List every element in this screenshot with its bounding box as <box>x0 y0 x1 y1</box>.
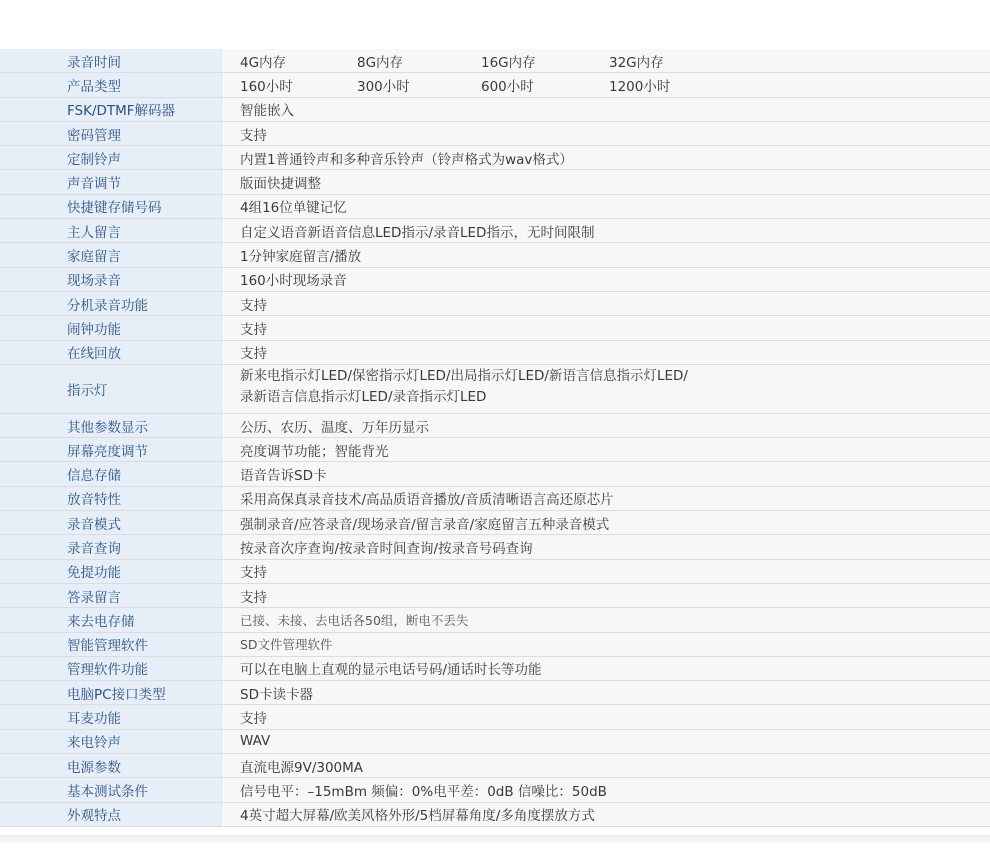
bottom-shadow <box>0 835 990 845</box>
row-value <box>224 73 990 96</box>
row-value: 4英寸超大屏幕/欧美风格外形/5档屏幕角度/多角度摆放方式 <box>240 808 595 825</box>
row-label: 录音时间 <box>0 49 224 72</box>
table-row <box>0 535 990 559</box>
table-row <box>0 316 990 340</box>
row-label: 声音调节 <box>0 170 224 193</box>
row-value: SD卡读卡器 <box>240 686 313 703</box>
table-row <box>0 195 990 219</box>
row-label: 家庭留言 <box>0 243 224 266</box>
row-value: 1分钟家庭留言/播放 <box>240 249 362 266</box>
row-label: 电源参数 <box>0 754 224 777</box>
row-label: 放音特性 <box>0 487 224 510</box>
table-row <box>0 487 990 511</box>
row-label: 管理软件功能 <box>0 657 224 680</box>
row-label: 来电铃声 <box>0 730 224 753</box>
table-row <box>0 633 990 657</box>
table-row <box>0 122 990 146</box>
row-value: 160小时现场录音 <box>240 273 347 290</box>
cell: 300小时 <box>357 78 410 95</box>
row-value: 直流电源9V/300MA <box>240 759 364 776</box>
table-row <box>0 462 990 486</box>
cell: 1200小时 <box>609 78 671 95</box>
row-value: 4组16位单键记忆 <box>240 200 347 217</box>
table-row <box>0 49 990 73</box>
cell: 16G内存 <box>481 54 536 71</box>
row-label: 产品类型 <box>0 73 224 96</box>
row-label: 定制铃声 <box>0 146 224 169</box>
spec-table <box>0 49 990 827</box>
table-row <box>0 560 990 584</box>
row-label: 指示灯 <box>0 365 224 413</box>
row-label: 密码管理 <box>0 122 224 145</box>
cell: 8G内存 <box>357 54 404 71</box>
row-label: 信息存储 <box>0 462 224 485</box>
row-label: 来去电存储 <box>0 608 224 631</box>
row-value: SD文件管理软件 <box>240 637 333 653</box>
row-value: 支持 <box>240 127 267 144</box>
row-value: 已接、未接、去电话各50组，断电不丢失 <box>240 612 469 628</box>
row-value: 公历、农历、温度、万年历显示 <box>240 419 429 436</box>
row-label: 主人留言 <box>0 219 224 242</box>
row-label: 现场录音 <box>0 268 224 291</box>
table-row <box>0 98 990 122</box>
row-value: 内置1普通铃声和多种音乐铃声（铃声格式为wav格式） <box>240 151 573 168</box>
row-label: 其他参数显示 <box>0 414 224 437</box>
table-row <box>0 414 990 438</box>
row-value: 支持 <box>240 711 267 728</box>
table-row <box>0 146 990 170</box>
row-label: 外观特点 <box>0 803 224 826</box>
table-row <box>0 705 990 729</box>
row-label: 快捷键存储号码 <box>0 195 224 218</box>
row-value: 支持 <box>240 589 267 606</box>
row-value: 支持 <box>240 346 267 363</box>
row-value: 版面快捷调整 <box>240 176 321 193</box>
row-label: 耳麦功能 <box>0 705 224 728</box>
row-value: 支持 <box>240 565 267 582</box>
row-label: 答录留言 <box>0 584 224 607</box>
table-row <box>0 365 990 414</box>
row-label: 在线回放 <box>0 341 224 364</box>
row-label: 录音查询 <box>0 535 224 558</box>
row-label: 基本测试条件 <box>0 778 224 801</box>
table-row <box>0 170 990 194</box>
row-label: 闹钟功能 <box>0 316 224 339</box>
cell: 4G内存 <box>240 54 287 71</box>
table-row <box>0 730 990 754</box>
row-value: WAV <box>240 733 271 750</box>
table-row <box>0 219 990 243</box>
row-value: 强制录音/应答录音/现场录音/留言录音/家庭留言五种录音模式 <box>240 516 610 533</box>
row-value: 支持 <box>240 297 267 314</box>
table-row <box>0 778 990 802</box>
row-label: FSK/DTMF解码器 <box>0 98 224 121</box>
row-value: 信号电平：–15mBm 频偏：0%电平差：0dB 信噪比：50dB <box>240 783 607 800</box>
table-row <box>0 243 990 267</box>
row-value: 按录音次序查询/按录音时间查询/按录音号码查询 <box>240 540 533 557</box>
row-value: 语音告诉SD卡 <box>240 468 327 485</box>
cell: 32G内存 <box>609 54 664 71</box>
table-row <box>0 438 990 462</box>
row-value <box>224 363 990 414</box>
table-row <box>0 608 990 632</box>
row-label: 分机录音功能 <box>0 292 224 315</box>
row-label: 电脑PC接口类型 <box>0 681 224 704</box>
row-label: 免提功能 <box>0 560 224 583</box>
row-value: 支持 <box>240 321 267 338</box>
row-label: 录音模式 <box>0 511 224 534</box>
row-label: 智能管理软件 <box>0 633 224 656</box>
table-row <box>0 681 990 705</box>
cell: 600小时 <box>481 78 534 95</box>
table-row <box>0 73 990 97</box>
row-value: 亮度调节功能；智能背光 <box>240 443 389 460</box>
table-row <box>0 341 990 365</box>
value-line: 新来电指示灯LED/保密指示灯LED/出局指示灯LED/新语言信息指示灯LED/ <box>240 368 688 385</box>
table-row <box>0 511 990 535</box>
row-label: 屏幕亮度调节 <box>0 438 224 461</box>
table-row <box>0 292 990 316</box>
table-row <box>0 268 990 292</box>
row-value: 采用高保真录音技术/高品质语音播放/音质清晰语言高还原芯片 <box>240 492 614 509</box>
row-value: 可以在电脑上直观的显示电话号码/通话时长等功能 <box>240 662 542 679</box>
table-row <box>0 584 990 608</box>
table-row <box>0 803 990 827</box>
row-value: 自定义语音新语音信息LED指示/录音LED指示，无时间限制 <box>240 224 595 241</box>
cell: 160小时 <box>240 78 293 95</box>
table-row <box>0 657 990 681</box>
value-line: 录新语言信息指示灯LED/录音指示灯LED <box>240 389 487 406</box>
row-value <box>224 49 990 72</box>
row-value: 智能嵌入 <box>240 103 294 120</box>
table-row <box>0 754 990 778</box>
